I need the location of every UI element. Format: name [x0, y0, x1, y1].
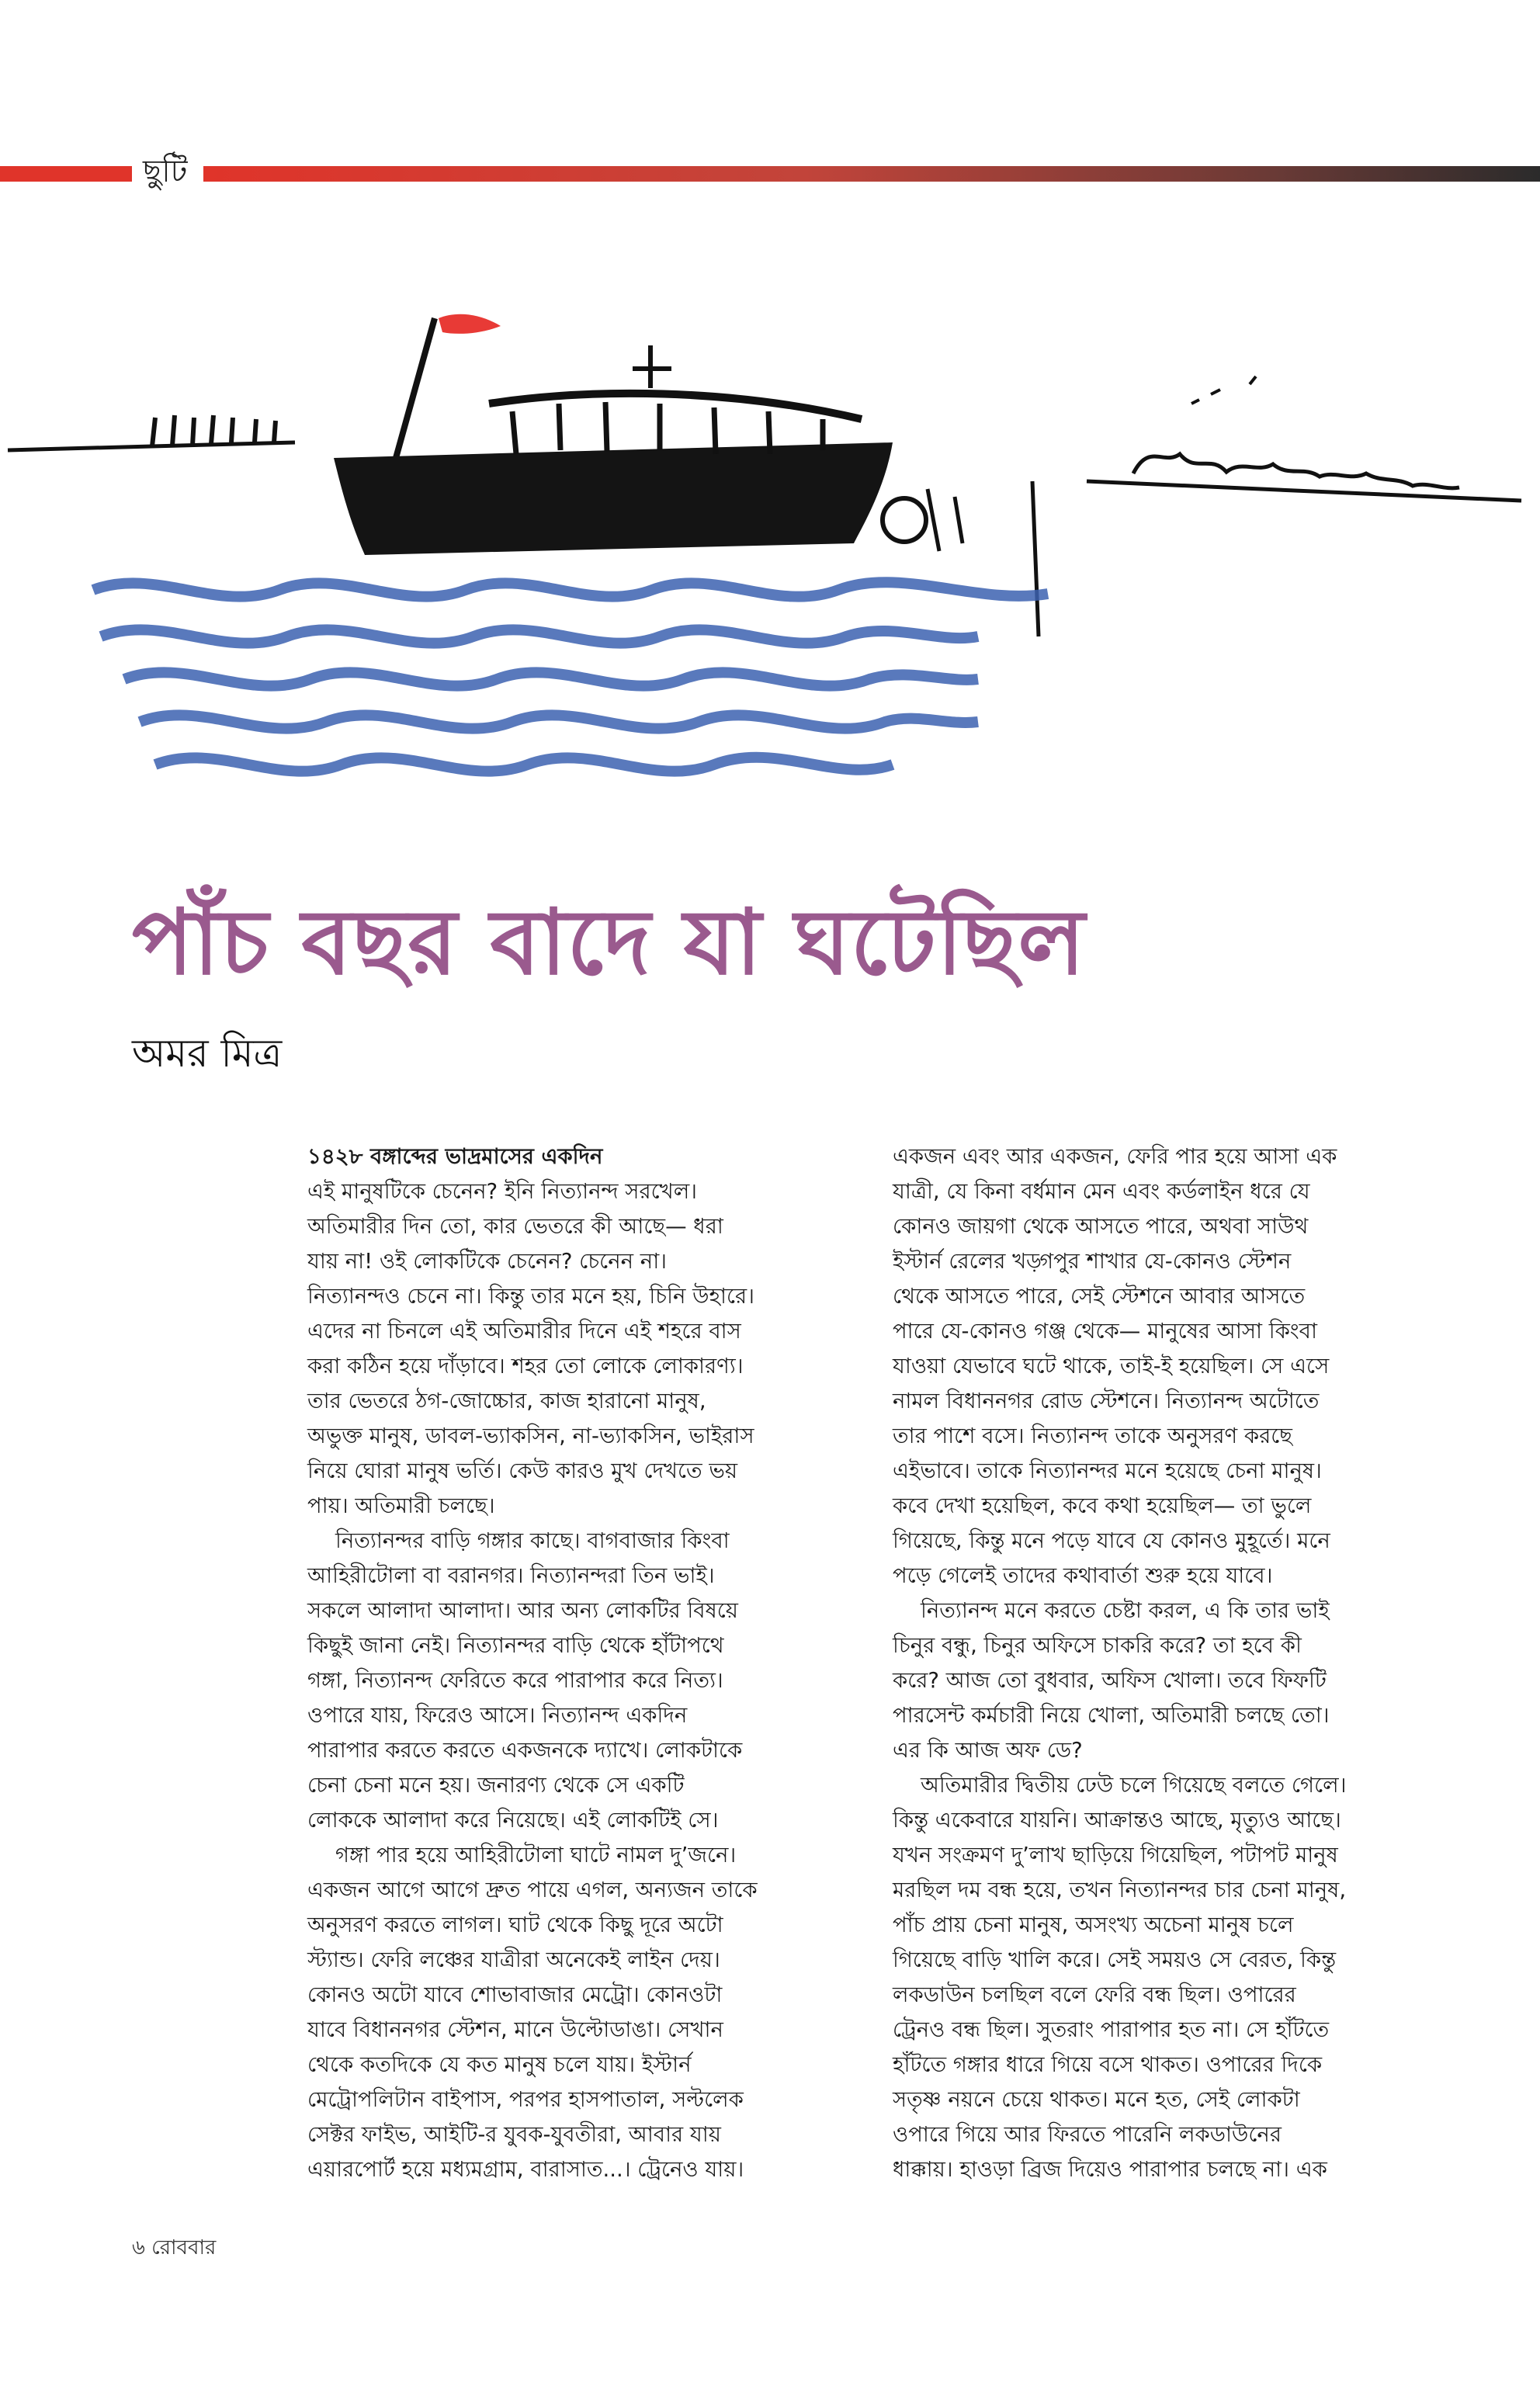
- text-line: হাঁটতে গঙ্গার ধারে গিয়ে বসে থাকত। ওপারের দিকে: [893, 2052, 1323, 2077]
- boat-lifebuoy: [883, 498, 926, 542]
- boat-illustration: [0, 287, 1540, 846]
- text-line: এই মানুষটিকে চেনেন? ইনি নিত্যানন্দ সরখেল।: [307, 1179, 698, 1204]
- text-line: নিয়ে ঘোরা মানুষ ভর্তি। কেউ কারও মুখ দেখতে ভয়: [307, 1458, 738, 1483]
- text-line: পায়। অতিমারী চলছে।: [307, 1493, 495, 1518]
- text-line: মেট্রোপলিটান বাইপাস, পরপর হাসপাতাল, সল্টলেক: [307, 2087, 744, 2112]
- text-line: স্ট্যান্ড। ফেরি লঞ্চের যাত্রীরা অনেকেই লাইন দেয়।: [307, 1947, 720, 1972]
- text-line: যখন সংক্রমণ দু’লাখ ছাড়িয়ে গিয়েছিল, পটাপট মানুষ: [893, 1843, 1338, 1868]
- text-line: একজন এবং আর একজন, ফেরি পার হয়ে আসা এক: [893, 1144, 1337, 1169]
- text-line: মরছিল দম বন্ধ হয়ে, তখন নিত্যানন্দর চার চেনা মানুষ,: [893, 1878, 1347, 1902]
- text-line: কিছুই জানা নেই। নিত্যানন্দর বাড়ি থেকে হাঁটাপথে: [307, 1633, 724, 1658]
- article-column-1: [307, 1139, 835, 2187]
- boat-cabin-roof: [489, 394, 862, 419]
- text-line: চিনুর বন্ধু, চিনুর অফিসে চাকরি করে? তা হবে কী: [893, 1633, 1302, 1658]
- text-line: কোনও অটো যাবে শোভাবাজার মেট্রো। কোনওটা: [307, 1982, 723, 2007]
- text-line: থেকে কতদিকে যে কত মানুষ চলে যায়। ইস্টার্ন: [307, 2052, 692, 2077]
- text-line: এদের না চিনলে এই অতিমারীর দিনে এই শহরে বাস: [307, 1319, 741, 1344]
- text-line: পারসেন্ট কর্মচারী নিয়ে খোলা, অতিমারী চলছে তো।: [893, 1703, 1330, 1728]
- text-line: চেনা চেনা মনে হয়। জনারণ্য থেকে সে একটি: [307, 1773, 685, 1798]
- boat-stern-lines: [928, 481, 1039, 636]
- wave-3: [124, 672, 978, 685]
- text-line: যাওয়া যেভাবে ঘটে থাকে, তাই-ই হয়েছিল। সে এসে: [893, 1354, 1330, 1379]
- text-line: নিত্যানন্দর বাড়ি গঙ্গার কাছে। বাগবাজার কিংবা: [335, 1528, 730, 1553]
- wave-1: [93, 582, 1048, 596]
- wave-4: [140, 715, 978, 728]
- text-line: অনুসরণ করতে লাগল। ঘাট থেকে কিছু দূরে অটো: [307, 1913, 723, 1937]
- text-line: কবে দেখা হয়েছিল, কবে কথা হয়েছিল— তা ভুলে: [893, 1493, 1312, 1518]
- text-line: ওপারে গিয়ে আর ফিরতে পারেনি লকডাউনের: [893, 2122, 1282, 2147]
- text-line: যাবে বিধাননগর স্টেশন, মানে উল্টোডাঙা। সেখান: [307, 2017, 723, 2042]
- text-line: গিয়েছে বাড়ি খালি করে। সেই সময়ও সে বেরত, কিন্তু: [893, 1947, 1337, 1972]
- text-line: লকডাউন চলছিল বলে ফেরি বন্ধ ছিল। ওপারের: [893, 1982, 1296, 2007]
- text-line: পারে যে-কোনও গঞ্জ থেকে— মানুষের আসা কিংবা: [893, 1319, 1317, 1344]
- text-line: থেকে আসতে পারে, সেই স্টেশনে আবার আসতে: [893, 1284, 1306, 1309]
- text-line: নিত্যানন্দ মনে করতে চেষ্টা করল, এ কি তার ভাই: [921, 1598, 1330, 1623]
- text-line: কিন্তু একেবারে যায়নি। আক্রান্তও আছে, মৃত্যুও আছে।: [893, 1808, 1341, 1833]
- text-line: করে? আজ তো বুধবার, অফিস খোলা। তবে ফিফটি: [893, 1668, 1327, 1693]
- text-line: ট্রেনও বন্ধ ছিল। সুতরাং পারাপার হত না। সে হাঁটতে: [893, 2017, 1330, 2042]
- text-line: কোনও জায়গা থেকে আসতে পারে, অথবা সাউথ: [893, 1214, 1309, 1239]
- article-column-2: [893, 1139, 1420, 2187]
- text-line: গঙ্গা পার হয়ে আহিরীটোলা ঘাটে নামল দু’জনে।: [335, 1843, 737, 1868]
- section-bar-right: [203, 166, 1540, 182]
- article-author: অমর মিত্র: [132, 1031, 283, 1076]
- mast: [396, 318, 435, 458]
- page-footer: ৬ রোববার: [132, 2236, 217, 2259]
- text-line: সেক্টর ফাইভ, আইটি-র যুবক-যুবতীরা, আবার যায়: [307, 2122, 721, 2147]
- text-line: ১৪২৮ বঙ্গাব্দের ভাদ্রমাসের একদিন: [307, 1144, 603, 1169]
- boat-chimney: [633, 345, 671, 388]
- text-line: অতিমারীর দিন তো, কার ভেতরে কী আছে— ধরা: [307, 1214, 723, 1239]
- text-line: একজন আগে আগে দ্রুত পায়ে এগল, অন্যজন তাকে: [307, 1878, 758, 1902]
- text-line: আহিরীটোলা বা বরানগর। নিত্যানন্দরা তিন ভাই।: [307, 1563, 715, 1588]
- right-shore-scribble: [1133, 454, 1459, 488]
- text-line: সতৃষ্ণ নয়নে চেয়ে থাকত। মনে হত, সেই লোকটা: [893, 2087, 1300, 2112]
- text-line: ইস্টার্ন রেলের খড়্গপুর শাখার যে-কোনও স্টেশন: [893, 1249, 1292, 1274]
- wave-2: [101, 629, 978, 643]
- birds: [1191, 376, 1256, 404]
- text-line: এয়ারপোর্ট হয়ে মধ্যমগ্রাম, বারাসাত...। ট্রেনেও যায়।: [307, 2157, 744, 2182]
- article-title: পাঁচ বছর বাদে যা ঘটেছিল: [132, 890, 1086, 995]
- text-line: নামল বিধাননগর রোড স্টেশনে। নিত্যানন্দ অটোতে: [893, 1389, 1320, 1413]
- section-label: ছুটি: [143, 154, 188, 189]
- text-line: অভুক্ত মানুষ, ডাবল-ভ্যাকসিন, না-ভ্যাকসিন, ভাইরাস: [307, 1424, 754, 1448]
- text-line: এইভাবে। তাকে নিত্যানন্দর মনে হয়েছে চেনা মানুষ।: [893, 1458, 1322, 1483]
- text-line: অতিমারীর দ্বিতীয় ঢেউ চলে গিয়েছে বলতে গেলে।: [921, 1773, 1347, 1798]
- text-line: পারাপার করতে করতে একজনকে দ্যাখে। লোকটাকে: [307, 1738, 743, 1763]
- text-line: ধাক্কায়। হাওড়া ব্রিজ দিয়েও পারাপার চলছে না। এক: [893, 2157, 1327, 2182]
- text-line: যায় না! ওই লোকটিকে চেনেন? চেনেন না।: [307, 1249, 667, 1274]
- text-line: এর কি আজ অফ ডে?: [893, 1738, 1083, 1763]
- text-line: করা কঠিন হয়ে দাঁড়াবে। শহর তো লোকে লোকারণ্য।: [307, 1354, 744, 1379]
- text-line: ওপারে যায়, ফিরেও আসে। নিত্যানন্দ একদিন: [307, 1703, 688, 1728]
- text-line: যাত্রী, যে কিনা বর্ধমান মেন এবং কর্ডলাইন ধরে যে: [893, 1179, 1310, 1204]
- text-line: গিয়েছে, কিন্তু মনে পড়ে যাবে যে কোনও মুহূর্তে। মনে: [893, 1528, 1330, 1553]
- text-line: গঙ্গা, নিত্যানন্দ ফেরিতে করে পারাপার করে নিত্য।: [307, 1668, 723, 1693]
- text-line: পড়ে গেলেই তাদের কথাবার্তা শুরু হয়ে যাবে।: [893, 1563, 1273, 1588]
- text-line: তার ভেতরে ঠগ-জোচ্চোর, কাজ হারানো মানুষ,: [307, 1389, 706, 1413]
- section-bar-left: [0, 166, 132, 182]
- text-line: পাঁচ প্রায় চেনা মানুষ, অসংখ্য অচেনা মানুষ চলে: [893, 1913, 1294, 1937]
- right-shore-line: [1087, 481, 1521, 501]
- boat-hull: [334, 442, 893, 555]
- red-flag: [439, 314, 501, 334]
- text-line: লোককে আলাদা করে নিয়েছে। এই লোকটিই সে।: [307, 1808, 719, 1833]
- text-line: তার পাশে বসে। নিত্যানন্দ তাকে অনুসরণ করছে: [893, 1424, 1292, 1448]
- text-line: নিত্যানন্দও চেনে না। কিন্তু তার মনে হয়, চিনি উহারে।: [307, 1284, 754, 1309]
- wave-5: [155, 758, 893, 772]
- text-line: সকলে আলাদা আলাদা। আর অন্য লোকটির বিষয়ে: [307, 1598, 738, 1623]
